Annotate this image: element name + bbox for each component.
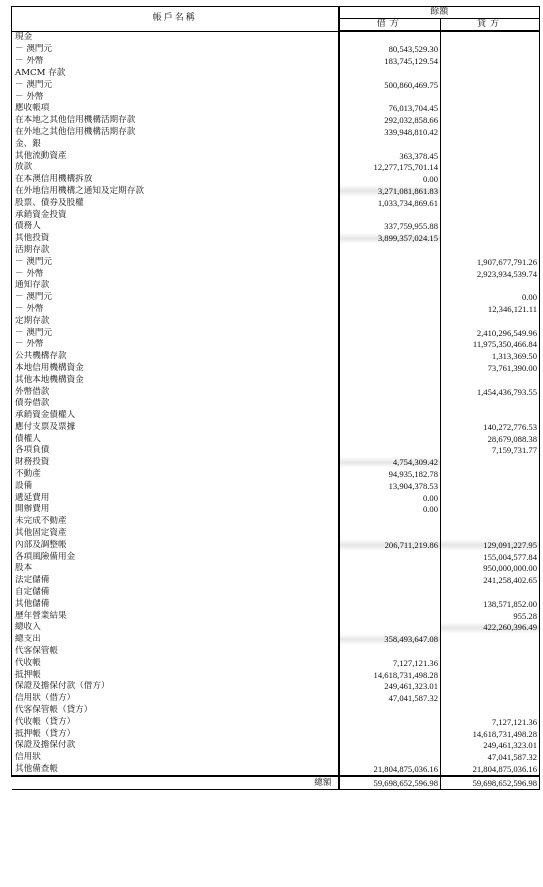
debit-cell: 14,618,731,498.28 [339, 669, 441, 681]
debit-cell [339, 292, 441, 304]
account-name-cell: 應收帳項 [12, 103, 339, 115]
ledger-row [12, 763, 540, 776]
account-name-cell: － 澳門元 [12, 256, 339, 268]
ledger-row [12, 551, 540, 563]
credit-cell: 955.28 [441, 610, 540, 622]
ledger-row [12, 421, 540, 433]
account-name-cell: 在外地信用機構之通知及定期存款 [12, 185, 339, 197]
account-name-cell: 在外地之其他信用機構活期存款 [12, 126, 339, 138]
account-name-cell: 內部及調整帳 [12, 539, 339, 551]
account-name-cell: 其他固定資產 [12, 527, 339, 539]
credit-cell [441, 209, 540, 221]
ledger-row [12, 339, 540, 351]
debit-cell: 80,543,529.30 [339, 44, 441, 56]
account-name-cell: 自定儲備 [12, 586, 339, 598]
account-name-cell: 財務投資 [12, 457, 339, 469]
ledger-row [12, 91, 540, 103]
account-name-cell: 不動產 [12, 468, 339, 480]
credit-cell: 12,346,121.11 [441, 303, 540, 315]
ledger-row [12, 610, 540, 622]
credit-cell: 241,258,402.65 [441, 575, 540, 587]
ledger-row [12, 221, 540, 233]
credit-cell [441, 44, 540, 56]
debit-cell [339, 386, 441, 398]
account-name-cell: 其他流動資產 [12, 150, 339, 162]
account-name-cell: － 外幣 [12, 339, 339, 351]
credit-cell: 249,461,323.01 [441, 740, 540, 752]
ledger-row [12, 563, 540, 575]
debit-cell [339, 740, 441, 752]
credit-cell: 422,260,396.49 [441, 622, 540, 634]
credit-cell [441, 244, 540, 256]
credit-cell: 7,127,121.36 [441, 716, 540, 728]
credit-cell [441, 221, 540, 233]
credit-cell: 129,091,227.95 [441, 539, 540, 551]
account-name-cell: 承銷資金投資 [12, 209, 339, 221]
account-name-cell: 股本 [12, 563, 339, 575]
credit-cell [441, 67, 540, 79]
debit-cell: 21,804,875,036.16 [339, 763, 441, 776]
account-name-cell: 債務人 [12, 221, 339, 233]
debit-cell [339, 622, 441, 634]
account-name-cell: 代收帳（貸方） [12, 716, 339, 728]
account-name-cell: 定期存款 [12, 315, 339, 327]
debit-cell [339, 527, 441, 539]
ledger-row [12, 209, 540, 221]
debit-cell: 500,860,469.75 [339, 79, 441, 91]
trial-balance-table [11, 6, 540, 790]
ledger-row [12, 256, 540, 268]
ledger-row [12, 44, 540, 56]
credit-cell [441, 410, 540, 422]
debit-cell [339, 244, 441, 256]
debit-cell [339, 67, 441, 79]
debit-header: 借方 [339, 19, 441, 32]
credit-cell: 155,004,577.84 [441, 551, 540, 563]
credit-cell: 11,975,350,466.84 [441, 339, 540, 351]
account-name-cell: 公共機構存款 [12, 351, 339, 363]
ledger-row [12, 268, 540, 280]
debit-cell: 363,378.45 [339, 150, 441, 162]
credit-cell: 140,272,776.53 [441, 421, 540, 433]
debit-cell [339, 351, 441, 363]
debit-cell [339, 303, 441, 315]
account-name-cell: 本地信用機構資金 [12, 362, 339, 374]
account-name-cell: 法定儲備 [12, 575, 339, 587]
account-name-cell: － 澳門元 [12, 79, 339, 91]
debit-cell [339, 610, 441, 622]
credit-cell [441, 197, 540, 209]
account-name-cell: 抵押帳 [12, 669, 339, 681]
account-name-cell: 未完成不動產 [12, 516, 339, 528]
total-credit: 59,698,652,596.98 [441, 776, 540, 790]
credit-cell [441, 398, 540, 410]
ledger-row [12, 527, 540, 539]
credit-cell: 7,159,731.77 [441, 445, 540, 457]
ledger-row [12, 327, 540, 339]
debit-cell [339, 445, 441, 457]
account-name-cell: － 澳門元 [12, 44, 339, 56]
ledger-row [12, 67, 540, 79]
ledger-row [12, 740, 540, 752]
ledger-row [12, 657, 540, 669]
debit-cell [339, 421, 441, 433]
ledger-row [12, 115, 540, 127]
credit-cell [441, 79, 540, 91]
credit-cell [441, 657, 540, 669]
account-name-cell: 各項風險備用金 [12, 551, 339, 563]
account-name-cell: 其他備查帳 [12, 763, 339, 776]
debit-cell [339, 280, 441, 292]
credit-cell [441, 586, 540, 598]
debit-cell: 13,904,378.53 [339, 480, 441, 492]
credit-cell [441, 91, 540, 103]
credit-cell [441, 115, 540, 127]
ledger-row [12, 386, 540, 398]
debit-cell: 12,277,175,701.14 [339, 162, 441, 174]
credit-cell [441, 150, 540, 162]
ledger-row [12, 586, 540, 598]
account-name-header: 帳戶名稱 [12, 7, 339, 32]
debit-cell: 76,013,704.45 [339, 103, 441, 115]
debit-cell: 47,041,587.32 [339, 693, 441, 705]
ledger-row [12, 516, 540, 528]
debit-cell: 4,754,309.42 [339, 457, 441, 469]
ledger-row [12, 752, 540, 764]
debit-cell [339, 410, 441, 422]
ledger-row [12, 492, 540, 504]
debit-cell [339, 209, 441, 221]
credit-cell [441, 468, 540, 480]
account-name-cell: 放款 [12, 162, 339, 174]
ledger-row [12, 480, 540, 492]
credit-cell [441, 56, 540, 68]
debit-cell: 206,711,219.86 [339, 539, 441, 551]
total-label: 總額 [12, 776, 339, 790]
account-name-cell: 承銷資金債權人 [12, 410, 339, 422]
debit-cell: 3,271,081,861.83 [339, 185, 441, 197]
debit-cell [339, 645, 441, 657]
account-name-cell: AMCM 存款 [12, 67, 339, 79]
ledger-body [12, 31, 540, 776]
credit-cell: 21,804,875,036.16 [441, 763, 540, 776]
debit-cell [339, 339, 441, 351]
account-name-cell: － 外幣 [12, 268, 339, 280]
credit-cell [441, 162, 540, 174]
credit-cell: 138,571,852.00 [441, 598, 540, 610]
ledger-row [12, 457, 540, 469]
credit-header: 貸方 [441, 19, 540, 32]
ledger-row [12, 433, 540, 445]
debit-cell [339, 575, 441, 587]
account-name-cell: 債券借款 [12, 398, 339, 410]
ledger-row [12, 280, 540, 292]
ledger-row [12, 244, 540, 256]
ledger-sheet [11, 6, 539, 790]
account-name-cell: 其他本地機構資金 [12, 374, 339, 386]
ledger-row [12, 728, 540, 740]
account-name-cell: 在本地之其他信用機構活期存款 [12, 115, 339, 127]
debit-cell [339, 398, 441, 410]
ledger-row [12, 645, 540, 657]
account-name-cell: 代收帳 [12, 657, 339, 669]
debit-cell [339, 551, 441, 563]
ledger-row [12, 303, 540, 315]
account-name-cell: 在本澳信用機構拆放 [12, 174, 339, 186]
ledger-row [12, 103, 540, 115]
total-row [12, 776, 540, 790]
debit-cell [339, 362, 441, 374]
credit-cell [441, 634, 540, 646]
credit-cell [441, 280, 540, 292]
ledger-row [12, 150, 540, 162]
account-name-cell: 代客保管帳（貸方） [12, 704, 339, 716]
account-name-cell: 信用狀（借方） [12, 693, 339, 705]
debit-cell [339, 31, 441, 44]
ledger-row [12, 197, 540, 209]
account-name-cell: 股票、債券及股權 [12, 197, 339, 209]
debit-cell [339, 586, 441, 598]
credit-cell: 28,679,088.38 [441, 433, 540, 445]
ledger-row [12, 445, 540, 457]
account-name-cell: 總支出 [12, 634, 339, 646]
debit-cell: 0.00 [339, 492, 441, 504]
credit-cell [441, 681, 540, 693]
debit-cell [339, 268, 441, 280]
account-name-cell: 代客保管帳 [12, 645, 339, 657]
credit-cell: 2,410,296,549.96 [441, 327, 540, 339]
credit-cell: 0.00 [441, 292, 540, 304]
debit-cell: 358,493,647.08 [339, 634, 441, 646]
debit-cell [339, 315, 441, 327]
ledger-row [12, 598, 540, 610]
debit-cell: 0.00 [339, 504, 441, 516]
credit-cell: 14,618,731,498.28 [441, 728, 540, 740]
credit-cell: 1,907,677,791.26 [441, 256, 540, 268]
account-name-cell: 設備 [12, 480, 339, 492]
account-name-cell: 其他儲備 [12, 598, 339, 610]
account-name-cell: 應付支票及票據 [12, 421, 339, 433]
debit-cell [339, 704, 441, 716]
credit-cell [441, 103, 540, 115]
debit-cell [339, 433, 441, 445]
debit-cell: 249,461,323.01 [339, 681, 441, 693]
credit-cell: 950,000,000.00 [441, 563, 540, 575]
credit-cell: 47,041,587.32 [441, 752, 540, 764]
credit-cell [441, 492, 540, 504]
credit-cell [441, 31, 540, 44]
credit-cell: 73,761,390.00 [441, 362, 540, 374]
credit-cell [441, 457, 540, 469]
account-name-cell: 金、銀 [12, 138, 339, 150]
ledger-row [12, 669, 540, 681]
credit-cell [441, 645, 540, 657]
ledger-row [12, 410, 540, 422]
ledger-row [12, 126, 540, 138]
ledger-row [12, 56, 540, 68]
account-name-cell: － 澳門元 [12, 327, 339, 339]
debit-cell: 337,759,955.88 [339, 221, 441, 233]
account-name-cell: 活期存款 [12, 244, 339, 256]
account-name-cell: 其他投資 [12, 233, 339, 245]
ledger-row [12, 622, 540, 634]
debit-cell: 7,127,121.36 [339, 657, 441, 669]
ledger-row [12, 315, 540, 327]
debit-cell [339, 374, 441, 386]
account-name-cell: 通知存款 [12, 280, 339, 292]
debit-cell: 339,948,810.42 [339, 126, 441, 138]
credit-cell: 1,313,369.50 [441, 351, 540, 363]
debit-cell: 1,033,734,869.61 [339, 197, 441, 209]
debit-cell: 292,032,858.66 [339, 115, 441, 127]
debit-cell [339, 716, 441, 728]
ledger-row [12, 575, 540, 587]
debit-cell [339, 598, 441, 610]
debit-cell: 183,745,129.54 [339, 56, 441, 68]
debit-cell [339, 752, 441, 764]
account-name-cell: 遞延費用 [12, 492, 339, 504]
ledger-row [12, 185, 540, 197]
account-name-cell: 信用狀 [12, 752, 339, 764]
debit-cell: 3,899,357,024.15 [339, 233, 441, 245]
account-name-cell: － 外幣 [12, 91, 339, 103]
credit-cell [441, 174, 540, 186]
debit-cell [339, 327, 441, 339]
credit-cell [441, 693, 540, 705]
debit-cell [339, 256, 441, 268]
debit-cell [339, 563, 441, 575]
account-name-cell: 保證及擔保付款（借方） [12, 681, 339, 693]
ledger-row [12, 31, 540, 44]
credit-cell [441, 669, 540, 681]
credit-cell [441, 480, 540, 492]
credit-cell: 2,923,934,539.74 [441, 268, 540, 280]
ledger-row [12, 162, 540, 174]
ledger-row [12, 704, 540, 716]
ledger-row [12, 398, 540, 410]
credit-cell [441, 516, 540, 528]
total-debit: 59,698,652,596.98 [339, 776, 441, 790]
ledger-row [12, 138, 540, 150]
credit-cell [441, 315, 540, 327]
credit-cell [441, 126, 540, 138]
ledger-row [12, 79, 540, 91]
balance-header: 餘額 [339, 7, 540, 19]
account-name-cell: － 外幣 [12, 56, 339, 68]
debit-cell [339, 91, 441, 103]
credit-cell [441, 138, 540, 150]
ledger-row [12, 693, 540, 705]
ledger-row [12, 351, 540, 363]
ledger-row [12, 504, 540, 516]
debit-cell: 0.00 [339, 174, 441, 186]
ledger-row [12, 716, 540, 728]
account-name-cell: 外幣借款 [12, 386, 339, 398]
credit-cell [441, 527, 540, 539]
ledger-row [12, 292, 540, 304]
ledger-row [12, 634, 540, 646]
account-name-cell: 各項負債 [12, 445, 339, 457]
credit-cell [441, 233, 540, 245]
credit-cell [441, 704, 540, 716]
account-name-cell: 債權人 [12, 433, 339, 445]
ledger-row [12, 362, 540, 374]
ledger-row [12, 233, 540, 245]
account-name-cell: 歷年營業結果 [12, 610, 339, 622]
account-name-cell: － 外幣 [12, 303, 339, 315]
ledger-row [12, 468, 540, 480]
ledger-row [12, 539, 540, 551]
ledger-row [12, 174, 540, 186]
account-name-cell: 抵押帳（貸方） [12, 728, 339, 740]
ledger-row [12, 374, 540, 386]
debit-cell [339, 138, 441, 150]
account-name-cell: 開辦費用 [12, 504, 339, 516]
account-name-cell: 總收入 [12, 622, 339, 634]
debit-cell [339, 516, 441, 528]
ledger-row [12, 681, 540, 693]
credit-cell [441, 374, 540, 386]
credit-cell: 1,454,436,793.55 [441, 386, 540, 398]
account-name-cell: 保證及擔保付款 [12, 740, 339, 752]
account-name-cell: 現金 [12, 31, 339, 44]
debit-cell: 94,935,182.78 [339, 468, 441, 480]
credit-cell [441, 185, 540, 197]
debit-cell [339, 728, 441, 740]
credit-cell [441, 504, 540, 516]
account-name-cell: － 澳門元 [12, 292, 339, 304]
